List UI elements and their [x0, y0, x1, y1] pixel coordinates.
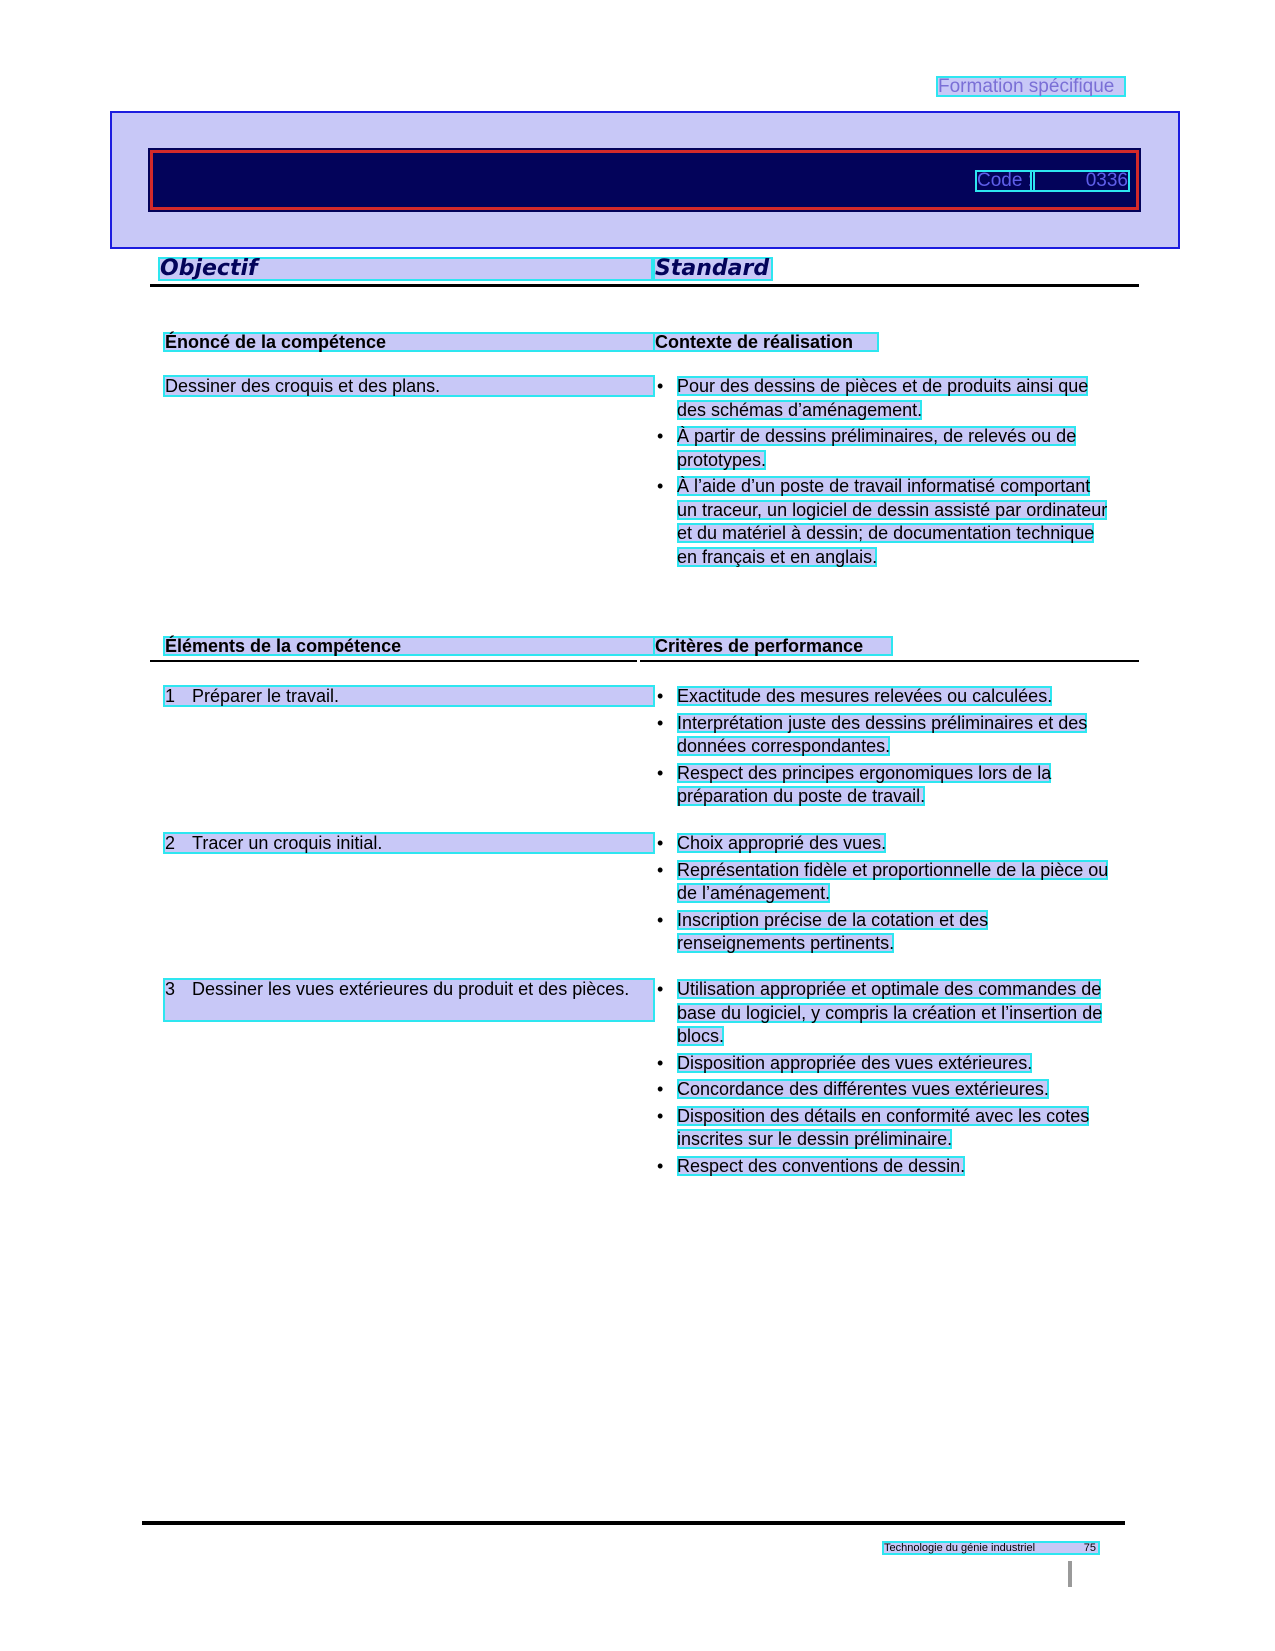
criteria-list	[655, 832, 1115, 959]
column-title-rule	[150, 284, 1139, 287]
list-item: • Respect des conventions de dessin.	[655, 1155, 1115, 1179]
elements-heading: Éléments de la compétence	[163, 636, 655, 656]
page-number: 75	[1083, 1542, 1096, 1554]
list-item: • Concordance des différentes vues extérieures.	[655, 1078, 1115, 1102]
criteria-list	[655, 978, 1115, 1181]
standard-column-title: Standard	[653, 257, 773, 281]
footer-rule	[142, 1521, 1125, 1525]
list-item: • Disposition appropriée des vues extérieures.	[655, 1052, 1115, 1076]
elements-rule	[150, 660, 637, 662]
footer-program: Technologie du génie industriel 75	[882, 1541, 1100, 1555]
context-list	[655, 375, 1115, 572]
list-item: • Utilisation appropriée et optimale des commandes de base du logiciel, y compris la création et l’insertion de blocs.	[655, 978, 1115, 1049]
list-item: • À partir de dessins préliminaires, de relevés ou de prototypes.	[655, 425, 1115, 472]
list-item: • Disposition des détails en conformité avec les cotes inscrites sur le dessin préliminaire.	[655, 1105, 1115, 1152]
element-item: 2 Tracer un croquis initial.	[163, 832, 655, 854]
code-value: 0336	[1030, 170, 1130, 192]
list-item: • Inscription précise de la cotation et des renseignements pertinents.	[655, 909, 1115, 956]
criteria-list	[655, 685, 1115, 812]
list-item: • Pour des dessins de pièces et de produits ainsi que des schémas d’aménagement.	[655, 375, 1115, 422]
competence-heading: Énoncé de la compétence	[163, 332, 655, 352]
list-item: • Représentation fidèle et proportionnelle de la pièce ou de l’aménagement.	[655, 859, 1115, 906]
criteria-rule	[640, 660, 1139, 662]
header-section-tag: Formation spécifique	[936, 76, 1126, 97]
list-item: • Exactitude des mesures relevées ou calculées.	[655, 685, 1115, 709]
competence-statement: Dessiner des croquis et des plans.	[163, 375, 655, 397]
objective-column-title: Objectif	[158, 257, 653, 281]
list-item: • Interprétation juste des dessins préliminaires et des données correspondantes.	[655, 712, 1115, 759]
criteria-heading: Critères de performance	[653, 636, 893, 656]
element-item: 1 Préparer le travail.	[163, 685, 655, 707]
context-heading: Contexte de réalisation	[653, 332, 879, 352]
list-item: • Respect des principes ergonomiques lors de la préparation du poste de travail.	[655, 762, 1115, 809]
list-item: • À l’aide d’un poste de travail informatisé comportant un traceur, un logiciel de dessin assisté par ordinateur et du matériel à dessin; de documentation technique en français et en anglais.	[655, 475, 1115, 569]
list-item: • Choix approprié des vues.	[655, 832, 1115, 856]
element-item: 3 Dessiner les vues extérieures du produit et des pièces.	[163, 978, 655, 1022]
code-label: Code :	[977, 170, 1033, 191]
text-cursor-mark	[1068, 1561, 1072, 1587]
